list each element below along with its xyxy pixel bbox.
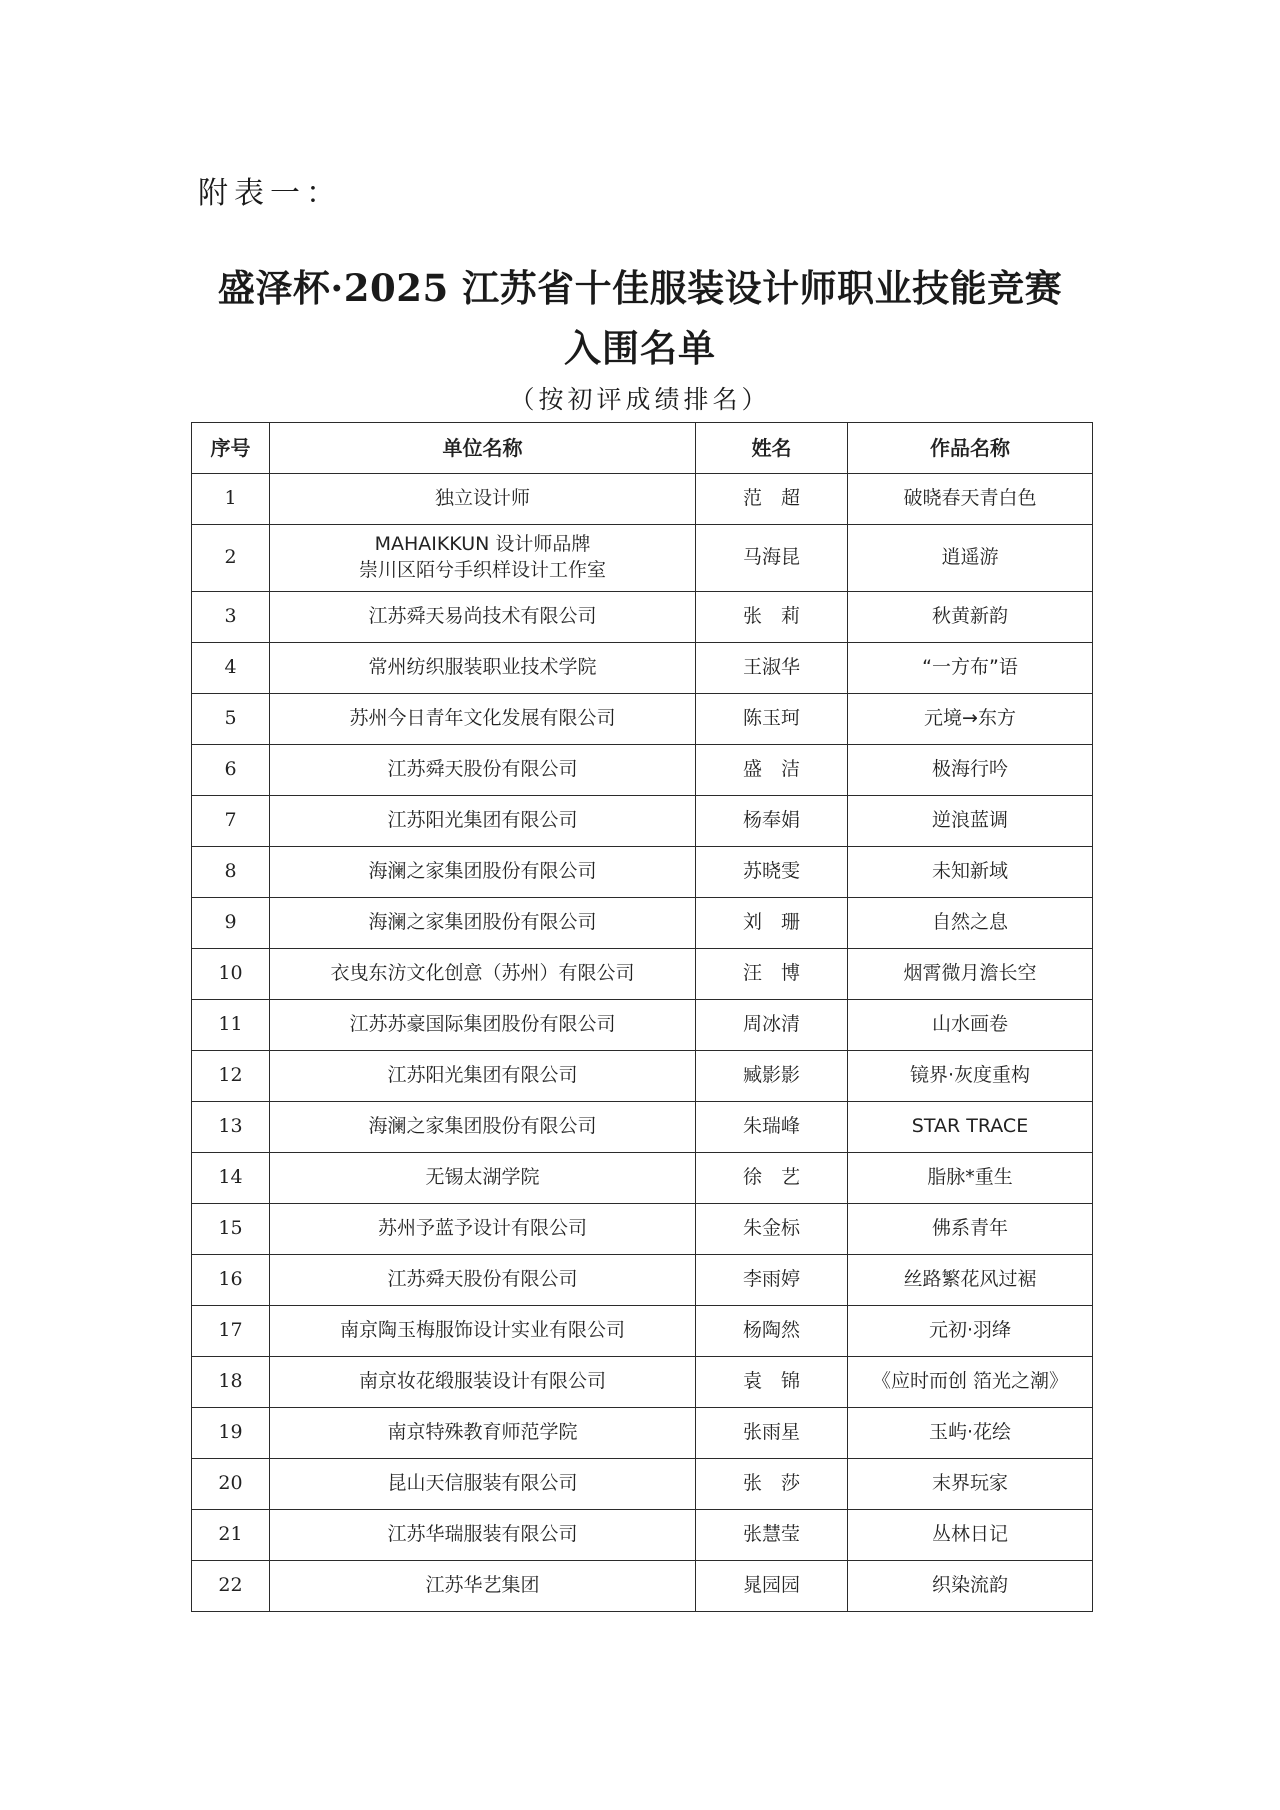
unit-name: 江苏舜天股份有限公司 (387, 758, 578, 781)
row-number: 6 (192, 745, 270, 796)
table-header-row (192, 423, 1093, 474)
designer-name: 刘 珊 (696, 898, 848, 949)
unit-name-cell (270, 847, 696, 898)
row-number: 2 (192, 525, 270, 592)
table-row (192, 643, 1093, 694)
row-number: 17 (192, 1306, 270, 1357)
designer-name: 张雨星 (696, 1408, 848, 1459)
table-row (192, 745, 1093, 796)
work-title: 脂脉*重生 (848, 1153, 1093, 1204)
page-title: 盛泽杯·2025 江苏省十佳服装设计师职业技能竞赛 (217, 266, 1063, 310)
designer-name: 朱金标 (696, 1204, 848, 1255)
work-title: 破晓春天青白色 (848, 474, 1093, 525)
unit-name: 苏州予蓝予设计有限公司 (377, 1217, 587, 1240)
row-number: 22 (192, 1561, 270, 1612)
row-number: 16 (192, 1255, 270, 1306)
table-row (192, 847, 1093, 898)
unit-name-cell (270, 949, 696, 1000)
unit-name-cell (270, 1204, 696, 1255)
unit-name: 崇川区陌兮手织样设计工作室 (358, 559, 606, 581)
designer-name: 杨奉娟 (696, 796, 848, 847)
row-number: 7 (192, 796, 270, 847)
designer-name: 晁园园 (696, 1561, 848, 1612)
table-row (192, 1153, 1093, 1204)
designer-name: 杨陶然 (696, 1306, 848, 1357)
row-number: 19 (192, 1408, 270, 1459)
work-title: 秋黄新韵 (848, 592, 1093, 643)
row-number: 13 (192, 1102, 270, 1153)
unit-name: 苏州今日青年文化发展有限公司 (349, 707, 616, 730)
row-number: 9 (192, 898, 270, 949)
unit-name-cell (270, 745, 696, 796)
unit-name-cell (270, 1000, 696, 1051)
row-number: 14 (192, 1153, 270, 1204)
unit-name: 海澜之家集团股份有限公司 (368, 911, 597, 934)
row-number: 21 (192, 1510, 270, 1561)
designer-name: 张 莉 (696, 592, 848, 643)
table-row (192, 1561, 1093, 1612)
row-number: 8 (192, 847, 270, 898)
attachment-label: 附表一： (198, 176, 342, 211)
unit-name: 江苏苏豪国际集团股份有限公司 (349, 1013, 616, 1036)
work-title: 极海行吟 (848, 745, 1093, 796)
unit-name: 江苏阳光集团有限公司 (387, 809, 578, 832)
row-number: 4 (192, 643, 270, 694)
unit-name: 衣曳东汸文化创意（苏州）有限公司 (330, 962, 635, 985)
table-row (192, 1204, 1093, 1255)
unit-name-cell (270, 1357, 696, 1408)
designer-name: 王淑华 (696, 643, 848, 694)
unit-name-cell (270, 694, 696, 745)
table-row (192, 1306, 1093, 1357)
unit-name-cell (270, 1510, 696, 1561)
unit-name-cell (270, 1102, 696, 1153)
designer-name: 汪 博 (696, 949, 848, 1000)
page-subtitle: （按初评成绩排名） (509, 385, 771, 414)
unit-name-cell (270, 1255, 696, 1306)
column-header-name: 姓名 (696, 423, 848, 474)
unit-name: 江苏舜天股份有限公司 (387, 1268, 578, 1291)
work-title: 佛系青年 (848, 1204, 1093, 1255)
designer-name: 张 莎 (696, 1459, 848, 1510)
work-title: 自然之息 (848, 898, 1093, 949)
table-body (192, 474, 1093, 1612)
table-row (192, 1255, 1093, 1306)
designer-name: 徐 艺 (696, 1153, 848, 1204)
table-row (192, 1102, 1093, 1153)
unit-name-cell (270, 1408, 696, 1459)
unit-name-cell (270, 1051, 696, 1102)
table-row (192, 474, 1093, 525)
page-title-line2: 入围名单 (564, 326, 716, 370)
unit-name-cell (270, 592, 696, 643)
work-title: 烟霄微月澹长空 (848, 949, 1093, 1000)
column-header-no: 序号 (192, 423, 270, 474)
work-title: 山水画卷 (848, 1000, 1093, 1051)
finalist-table (191, 422, 1093, 1612)
designer-name: 苏晓雯 (696, 847, 848, 898)
work-title: 《应时而创 箔光之潮》 (848, 1357, 1093, 1408)
table-row (192, 1357, 1093, 1408)
unit-name: 江苏华艺集团 (425, 1574, 540, 1597)
unit-name: 海澜之家集团股份有限公司 (368, 860, 597, 883)
row-number: 3 (192, 592, 270, 643)
unit-name-cell (270, 474, 696, 525)
unit-name-cell (270, 898, 696, 949)
unit-name-cell (270, 1153, 696, 1204)
work-title: 丝路繁花风过裾 (848, 1255, 1093, 1306)
unit-name-cell (270, 1561, 696, 1612)
table-row (192, 1459, 1093, 1510)
designer-name: 范 超 (696, 474, 848, 525)
table-row (192, 1051, 1093, 1102)
work-title: 玉屿·花绘 (848, 1408, 1093, 1459)
table-row (192, 796, 1093, 847)
table-row (192, 898, 1093, 949)
designer-name: 朱瑞峰 (696, 1102, 848, 1153)
table-row (192, 694, 1093, 745)
work-title: STAR TRACE (848, 1102, 1093, 1153)
table-row (192, 525, 1093, 592)
unit-name-cell (270, 525, 696, 592)
unit-name: 常州纺织服装职业技术学院 (368, 656, 597, 679)
row-number: 18 (192, 1357, 270, 1408)
unit-name: 南京妆花缎服装设计有限公司 (358, 1370, 606, 1393)
unit-name: 江苏舜天易尚技术有限公司 (368, 605, 597, 628)
row-number: 1 (192, 474, 270, 525)
designer-name: 李雨婷 (696, 1255, 848, 1306)
row-number: 15 (192, 1204, 270, 1255)
row-number: 11 (192, 1000, 270, 1051)
work-title: 逆浪蓝调 (848, 796, 1093, 847)
table-row (192, 1510, 1093, 1561)
row-number: 10 (192, 949, 270, 1000)
unit-name-cell (270, 1459, 696, 1510)
designer-name: 臧影影 (696, 1051, 848, 1102)
work-title: 元境→东方 (848, 694, 1093, 745)
unit-name: 江苏阳光集团有限公司 (387, 1064, 578, 1087)
designer-name: 盛 洁 (696, 745, 848, 796)
designer-name: 周冰清 (696, 1000, 848, 1051)
unit-name: 海澜之家集团股份有限公司 (368, 1115, 597, 1138)
column-header-work: 作品名称 (848, 423, 1093, 474)
unit-name: 江苏华瑞服装有限公司 (387, 1523, 578, 1546)
work-title: 末界玩家 (848, 1459, 1093, 1510)
work-title: 丛林日记 (848, 1510, 1093, 1561)
designer-name: 陈玉珂 (696, 694, 848, 745)
designer-name: 马海昆 (696, 525, 848, 592)
unit-name: 南京陶玉梅服饰设计实业有限公司 (339, 1319, 625, 1342)
table-row (192, 1000, 1093, 1051)
work-title: “一方布”语 (848, 643, 1093, 694)
column-header-unit: 单位名称 (270, 423, 696, 474)
work-title: 织染流韵 (848, 1561, 1093, 1612)
unit-name: 昆山天信服装有限公司 (387, 1472, 578, 1495)
unit-name-cell (270, 1306, 696, 1357)
work-title: 元初·羽绛 (848, 1306, 1093, 1357)
unit-name-cell (270, 796, 696, 847)
unit-name: 南京特殊教育师范学院 (387, 1421, 578, 1444)
unit-name: 独立设计师 (434, 487, 530, 510)
work-title: 未知新域 (848, 847, 1093, 898)
row-number: 12 (192, 1051, 270, 1102)
designer-name: 张慧莹 (696, 1510, 848, 1561)
table-row (192, 949, 1093, 1000)
table-row (192, 1408, 1093, 1459)
unit-name: MAHAIKKUN 设计师品牌 (374, 533, 591, 556)
table-row (192, 592, 1093, 643)
work-title: 逍遥游 (848, 525, 1093, 592)
unit-name: 无锡太湖学院 (425, 1166, 540, 1189)
unit-name-cell (270, 643, 696, 694)
designer-name: 袁 锦 (696, 1357, 848, 1408)
row-number: 20 (192, 1459, 270, 1510)
work-title: 镜界·灰度重构 (848, 1051, 1093, 1102)
row-number: 5 (192, 694, 270, 745)
